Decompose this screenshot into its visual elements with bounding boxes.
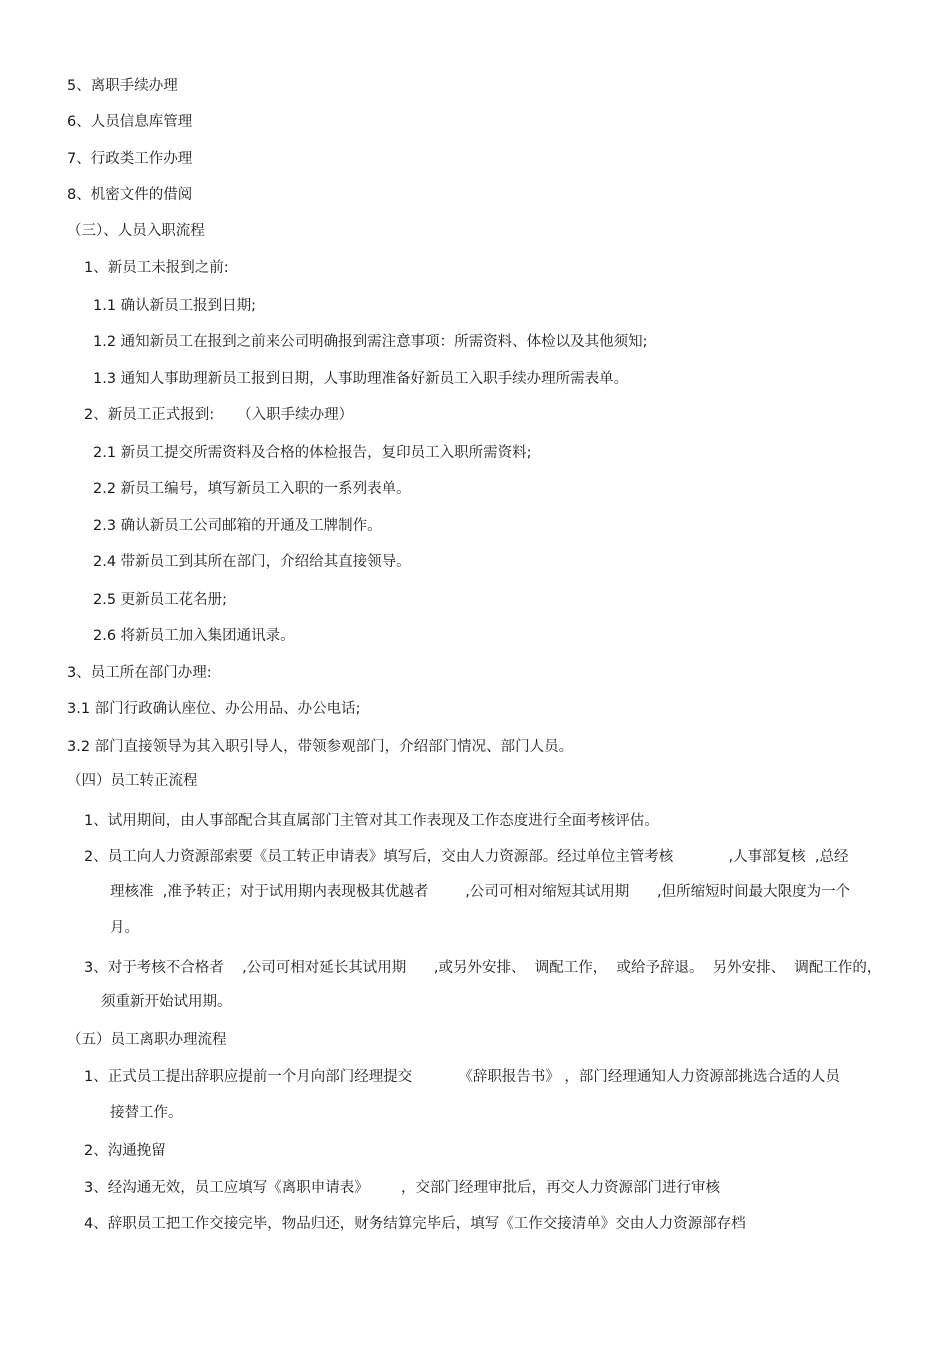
list-item-resignation-procedure: 5、离职手续办理 (67, 78, 178, 94)
probation-item-1: 1、试用期间，由人事部配合其直属部门主管对其工作表现及工作态度进行全面考核评估。 (84, 813, 659, 829)
onboarding-step-2-6: 2.6 将新员工加入集团通讯录。 (93, 628, 295, 644)
onboarding-step-3-1: 3.1 部门行政确认座位、办公用品、办公电话; (67, 701, 361, 717)
list-item-administrative-work: 7、行政类工作办理 (67, 151, 193, 167)
onboarding-step-3-2: 3.2 部门直接领导为其入职引导人，带领参观部门，介绍部门情况、部门人员。 (67, 739, 574, 755)
resignation-item-2: 2、沟通挽留 (84, 1143, 166, 1159)
probation-item-2-cont: 理核准 ,准予转正；对于试用期内表现极其优越者 ,公司可相对缩短其试用期 ,但所缩短时间最大限度为一个 (110, 884, 851, 900)
probation-item-2-cont-2: 月。 (110, 920, 139, 936)
onboarding-step-2-5: 2.5 更新员工花名册; (93, 592, 228, 608)
probation-item-2: 2、员工向人力资源部索要《员工转正申请表》填写后，交由人力资源部。经过单位主管考核 ,人事部复核 ,总经 (84, 849, 849, 865)
onboarding-step-1-3: 1.3 通知人事助理新员工报到日期，人事助理准备好新员工入职手续办理所需表单。 (93, 371, 629, 387)
onboarding-step-1: 1、新员工未报到之前: (84, 260, 229, 276)
onboarding-step-1-2: 1.2 通知新员工在报到之前来公司明确报到需注意事项：所需资料、体检以及其他须知; (93, 334, 648, 350)
onboarding-step-2-1: 2.1 新员工提交所需资料及合格的体检报告，复印员工入职所需资料; (93, 445, 532, 461)
list-item-personnel-database: 6、人员信息库管理 (67, 114, 193, 130)
resignation-item-4: 4、辞职员工把工作交接完毕，物品归还，财务结算完毕后，填写《工作交接清单》交由人力资源部存档 (84, 1216, 746, 1232)
onboarding-step-2: 2、新员工正式报到: （入职手续办理） (84, 407, 354, 423)
list-item-confidential-files: 8、机密文件的借阅 (67, 187, 193, 203)
section-heading-probation: （四）员工转正流程 (67, 773, 198, 789)
resignation-item-3: 3、经沟通无效，员工应填写《离职申请表》 ，交部门经理审批后，再交人力资源部门进行审核 (84, 1180, 720, 1196)
onboarding-step-2-3: 2.3 确认新员工公司邮箱的开通及工牌制作。 (93, 518, 382, 534)
onboarding-step-1-1: 1.1 确认新员工报到日期; (93, 298, 257, 314)
section-heading-onboarding: （三）、人员入职流程 (67, 223, 205, 239)
resignation-item-1: 1、正式员工提出辞职应提前一个月向部门经理提交 《辞职报告书》 ，部门经理通知人力资源部挑选合适的人员 (84, 1069, 840, 1085)
section-heading-resignation: （五）员工离职办理流程 (67, 1032, 227, 1048)
resignation-item-1-cont: 接替工作。 (110, 1105, 183, 1121)
onboarding-step-2-4: 2.4 带新员工到其所在部门，介绍给其直接领导。 (93, 554, 411, 570)
onboarding-step-2-2: 2.2 新员工编号，填写新员工入职的一系列表单。 (93, 481, 411, 497)
probation-item-3: 3、对于考核不合格者 ,公司可相对延长其试用期 ,或另外安排、 调配工作， 或给予辞退。 另外安排、 调配工作的， (84, 960, 882, 976)
probation-item-3-cont: 须重新开始试用期。 (101, 994, 232, 1010)
onboarding-step-3: 3、员工所在部门办理: (67, 665, 212, 681)
